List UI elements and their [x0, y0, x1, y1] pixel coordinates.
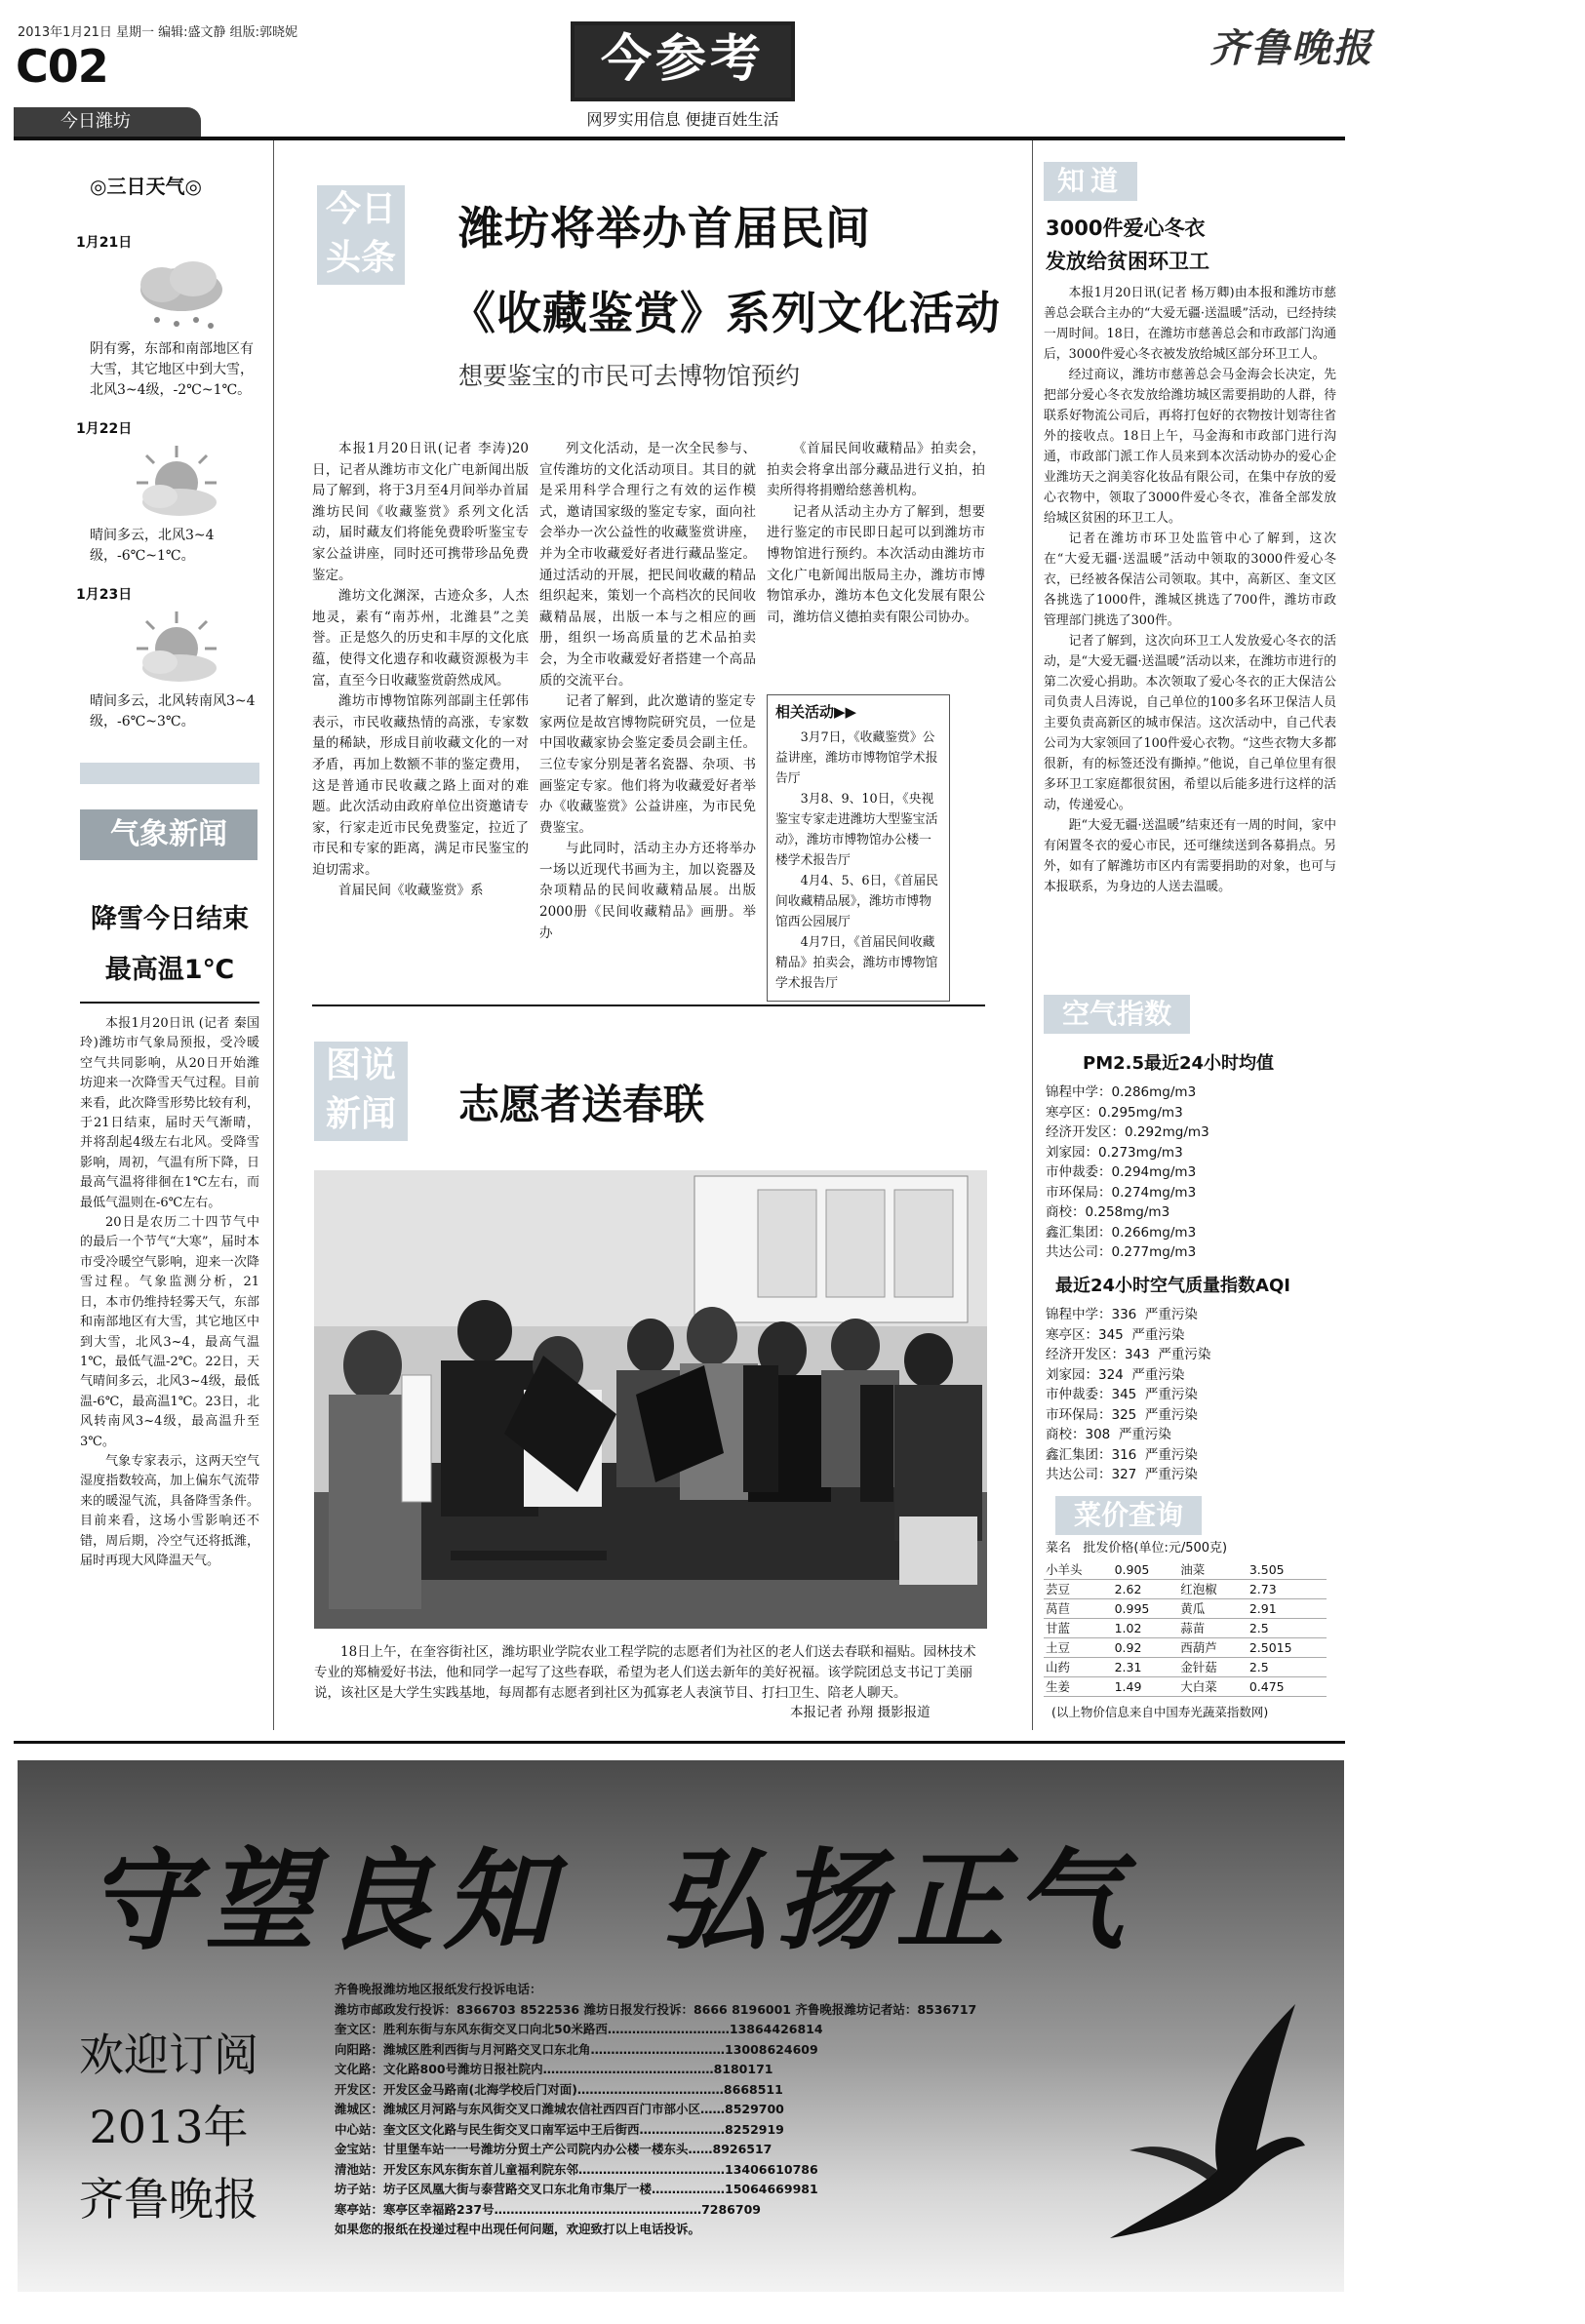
veg-cell: 2.5	[1248, 1658, 1327, 1677]
aqi-title: 最近24小时空气质量指数AQI	[1055, 1276, 1290, 1296]
page-number: C02	[16, 40, 108, 93]
lead-col-2	[539, 439, 756, 944]
weather-text: 阴有雾，东部和南部地区有大雪，其它地区中到大雪，北风3~4级，-2℃~1℃。	[90, 341, 254, 398]
zhidao-title-2: 发放给贫困环卫工	[1046, 250, 1209, 273]
veg-note: (以上物价信息来自中国寿光蔬菜指数网)	[1051, 1705, 1269, 1719]
lead-subtitle: 想要鉴宝的市民可去博物馆预约	[458, 362, 801, 390]
weather-day	[76, 584, 261, 732]
veg-cell: 红泡椒	[1178, 1580, 1248, 1599]
lead-title-2: 《收藏鉴赏》系列文化活动	[451, 287, 1001, 339]
zhidao-body	[1044, 283, 1336, 897]
pm-item: 刘家园：0.273mg/m3	[1046, 1144, 1183, 1161]
lead-tag	[317, 185, 405, 285]
lead-paragraph: 记者从活动主办方了解到，想要进行鉴定的市民即日起可以到潍坊市博物馆进行预约。本次活动由潍坊市文化广电新闻出版局主办，潍坊市博物馆承办，潍坊本色文化发展有限公司，潍坊信义德拍卖有限公司协办。	[767, 503, 985, 625]
weather-news-title-1: 降雪今日结束	[91, 904, 249, 934]
weather-date: 1月23日	[76, 587, 133, 603]
cloud-snow-icon	[123, 256, 230, 334]
ad-subscribe	[57, 2019, 281, 2235]
section-tab: 今日潍坊	[14, 107, 201, 137]
lead-paragraph: 《首届民间收藏精品》拍卖会，拍卖会将拿出部分藏品进行义拍，拍卖所得将捐赠给慈善机构。	[767, 441, 985, 499]
weather-text: 晴间多云，北风转南风3~4级，-6℃~3℃。	[90, 693, 256, 729]
veg-header: 菜名 批发价格(单位:元/500克)	[1046, 1541, 1228, 1556]
lead-paragraph: 首届民间《收藏鉴赏》系	[338, 883, 484, 899]
weather-text: 晴间多云，北风3~4级，-6℃~1℃。	[90, 528, 215, 564]
air-tag: 空气指数	[1044, 995, 1190, 1034]
right-col-divider	[1032, 140, 1033, 1730]
ad-info-line: 金宝站：甘里堡车站一一号潍坊分贸土产公司院内办公楼一楼东头……8926517	[335, 2142, 773, 2156]
veg-cell: 大白菜	[1178, 1677, 1248, 1697]
aqi-item: 商校：308 严重污染	[1046, 1427, 1171, 1442]
weather-heading: ◎三日天气◎	[90, 175, 202, 198]
lead-rule	[312, 1004, 985, 1006]
subscribe-line: 欢迎订阅	[79, 2029, 258, 2081]
weather-day	[76, 232, 261, 401]
ad-info-line: 坊子站：坊子区凤凰大街与泰营路交叉口东北角市集厅一楼………………15064669981	[335, 2182, 818, 2196]
pm-item: 商校：0.258mg/m3	[1046, 1204, 1170, 1220]
aqi-item: 市环保局：325 严重污染	[1046, 1406, 1198, 1423]
veg-cell: 生姜	[1044, 1677, 1113, 1697]
veg-cell: 山药	[1044, 1658, 1113, 1677]
aqi-list	[1046, 1305, 1338, 1485]
veg-cell: 2.31	[1113, 1658, 1179, 1677]
volunteer-photo	[314, 1170, 987, 1629]
paper-logo: 齐鲁晚报	[1209, 25, 1373, 71]
lead-paragraph: 与此同时，活动主办方还将举办一场以近现代书画为主，加以瓷器及杂项精品的民间收藏精品展。出版2000册《民间收藏精品》画册。举办	[539, 841, 756, 941]
eagle-icon	[1090, 1985, 1315, 2267]
veg-cell: 0.92	[1113, 1638, 1179, 1658]
veg-row	[1044, 1580, 1327, 1599]
ad-info-line: 寒亭站：寒亭区幸福路237号……………………………………………7286709	[335, 2201, 761, 2217]
lead-tag-text: 今日头条	[325, 189, 396, 278]
ad-info-line: 中心站：奎文区文化路与民生街交叉口南军运中王后街西…………………8252919	[335, 2121, 784, 2137]
zhidao-paragraph: 记者了解到，这次向环卫工人发放爱心冬衣的活动，是“大爱无疆·送温暖”活动以来，在潍坊市进行的第二次爱心捐助。本次领取了爱心冬衣的正大保洁公司负责人吕涛说，自己单位的100多名环卫保洁人员主要负责高新区的城市保洁。这次活动中，自己代表公司为大家领回了100件爱心衣物。“这些衣物大多都很新，有的标签还没有撕掉。”他说，自己单位里有很多环卫工家庭都很贫困，希望以后能多进行这样的活动，传递爱心。	[1044, 634, 1336, 812]
veg-cell: 甘蓝	[1044, 1619, 1113, 1638]
zhidao-tag: 知道	[1044, 162, 1137, 201]
veg-cell: 2.62	[1113, 1580, 1179, 1599]
veg-cell: 0.475	[1248, 1677, 1327, 1697]
veg-cell: 2.91	[1248, 1599, 1327, 1619]
weather-news-tag: 气象新闻	[80, 809, 258, 860]
ad-info	[335, 1980, 1173, 2240]
ad-info-line: 开发区：开发区金马路南(北海学校后门对面)………………………………8668511	[335, 2081, 783, 2097]
veg-row	[1044, 1638, 1327, 1658]
photo-news-tag	[314, 1042, 408, 1141]
pm-item: 市仲裁委：0.294mg/m3	[1046, 1164, 1197, 1180]
veg-cell: 蒜苗	[1178, 1619, 1248, 1638]
pm-item: 寒亭区：0.295mg/m3	[1046, 1104, 1183, 1121]
lead-paragraph: 潍坊文化渊深，古迹众多，人杰地灵，素有“南苏州，北潍县”之美誉。正是悠久的历史和丰厚的文化底蕴，使得文化遗存和收藏资源极为丰富，直至今日收藏鉴赏蔚然成风。	[312, 588, 529, 689]
subscribe-line: 2013年	[89, 2101, 249, 2153]
veg-cell: 0.905	[1113, 1560, 1179, 1580]
aqi-item: 经济开发区：343 严重污染	[1046, 1347, 1211, 1362]
veg-cell: 2.5	[1248, 1619, 1327, 1638]
veg-cell: 莴苣	[1044, 1599, 1113, 1619]
weather-news-title-2: 最高温1℃	[104, 955, 235, 985]
weather-day	[76, 418, 261, 567]
ad-info-line: 齐鲁晚报潍坊地区报纸发行投诉电话：	[335, 1982, 542, 1996]
photo-caption-text: 18日上午，在奎容街社区，潍坊职业学院农业工程学院的志愿者们为社区的老人们送去春联和福贴。园林技术专业的郑楠爱好书法，他和同学一起写了这些春联，希望为老人们送去新年的美好祝福。该学院团总支书记丁美丽说，该社区是大学生实践基地，每周都有志愿者到社区为孤寡老人表演节目、打扫卫生、陪老人聊天。	[314, 1644, 976, 1701]
veg-table	[1044, 1560, 1327, 1697]
related-item: 3月8、9、10日，《央视鉴宝专家走进潍坊大型鉴宝活动》，潍坊市博物馆办公楼一楼学术报告厅	[775, 792, 938, 868]
veg-row	[1044, 1658, 1327, 1677]
sun-cloud-icon	[123, 442, 230, 520]
veg-cell: 芸豆	[1044, 1580, 1113, 1599]
veg-cell: 黄瓜	[1178, 1599, 1248, 1619]
pm-title: PM2.5最近24小时均值	[1083, 1053, 1275, 1074]
ad-info-line: 清池站：开发区东风东街东首儿童福利院东邻………………………………13406610786	[335, 2161, 818, 2177]
lead-paragraph: 记者了解到，此次邀请的鉴定专家两位是故宫博物院研究员，一位是中国收藏家协会鉴定委员会副主任。三位专家分别是著名瓷器、杂项、书画鉴定专家。他们将为收藏爱好者举办《收藏鉴赏》公益讲座，为市民免费鉴宝。	[539, 693, 756, 836]
veg-cell: 金针菇	[1178, 1658, 1248, 1677]
veg-cell: 0.995	[1113, 1599, 1179, 1619]
aqi-item: 市仲裁委：345 严重污染	[1046, 1387, 1198, 1402]
ad-slogan: 守望良知 弘扬正气	[86, 1837, 1133, 1965]
photo-news-title: 志愿者送春联	[458, 1081, 705, 1128]
photo-news-tag-text: 图说新闻	[325, 1045, 396, 1134]
lead-title-1: 潍坊将举办首届民间	[458, 202, 871, 255]
lead-paragraph: 本报1月20日讯(记者 李涛)20日，记者从潍坊市文化广电新闻出版局了解到，将于3月至4月间举办首届潍坊民间《收藏鉴赏》系列文化活动，届时藏友们将能免费聆听鉴宝专家公益讲座，同时还可携带珍品免费鉴定。	[312, 441, 529, 583]
aqi-item: 共达公司：327 严重污染	[1046, 1467, 1198, 1482]
left-col-divider	[273, 140, 274, 1730]
date-line: 2013年1月21日 星期一 编辑:盛文静 组版:郭晓妮	[18, 25, 298, 40]
volunteer-photo-graphic	[314, 1170, 987, 1629]
ad-info-line: 潍坊市邮政发行投诉：8366703 8522536 潍坊日报发行投诉：8666 8196001 齐鲁晚报潍坊记者站：8536717	[335, 2001, 977, 2017]
veg-cell: 小羊头	[1044, 1560, 1113, 1580]
veg-cell: 2.5015	[1248, 1638, 1327, 1658]
lead-col-1	[312, 439, 529, 902]
ad-info-line: 如果您的报纸在投递过程中出现任何问题，欢迎致打以上电话投诉。	[335, 2222, 701, 2236]
aqi-item: 锦程中学：336 严重污染	[1046, 1307, 1198, 1322]
aqi-item: 鑫汇集团：316 严重污染	[1046, 1446, 1198, 1463]
veg-cell: 西葫芦	[1178, 1638, 1248, 1658]
sun-cloud-icon	[123, 608, 230, 686]
column-title: 今参考	[600, 29, 765, 89]
related-box-title: 相关活动▶▶	[775, 703, 857, 721]
ad-info-line: 潍城区：潍城区月河路与东风街交叉口潍城农信社西四百门市部小区……8529700	[335, 2102, 784, 2116]
page-bottom-rule	[14, 1741, 1345, 1744]
column-slogan: 网罗实用信息 便捷百姓生活	[586, 110, 779, 129]
veg-row	[1044, 1677, 1327, 1697]
veg-cell: 3.505	[1248, 1560, 1327, 1580]
veg-cell: 1.49	[1113, 1677, 1179, 1697]
veg-cell: 油菜	[1178, 1560, 1248, 1580]
pm-item: 锦程中学：0.286mg/m3	[1046, 1084, 1197, 1100]
veg-row	[1044, 1599, 1327, 1619]
lead-paragraph: 列文化活动，是一次全民参与、宣传潍坊的文化活动项目。其目的就是采用科学合理行之有效的运作模式，邀请国家级的鉴定专家，面向社会举办一次公益性的收藏鉴赏讲座，并为全市收藏爱好者进行藏品鉴定。通过活动的开展，把民间收藏的精品组织起来，策划一个高档次的民间收藏精品展，出版一本与之相应的画册，组织一场高质量的艺术品拍卖会，为全市收藏爱好者搭建一个高品质的交流平台。	[539, 441, 756, 689]
pm-item: 共达公司：0.277mg/m3	[1046, 1244, 1197, 1260]
weather-news-paragraph: 本报1月20日讯 (记者 秦国玲)潍坊市气象局预报，受冷暖空气共同影响，从20日开始潍坊迎来一次降雪天气过程。目前来看，此次降雪形势比较有利，于21日结束，届时天气渐晴，并将刮起4级左右北风。受降雪影响，周初，气温有所下降，日最高气温将徘徊在1℃左右，而最低气温则在-6℃左右。	[80, 1016, 259, 1210]
related-box-items	[775, 728, 941, 994]
weather-news-paragraph: 气象专家表示，这两天空气湿度指数较高，加上偏东气流带来的暖湿气流，具备降雪条件。目前来看，这场小雪影响还不错，周后期，冷空气还将抵潍，届时再现大风降温天气。	[80, 1453, 259, 1568]
weather-date: 1月21日	[76, 235, 133, 251]
zhidao-paragraph: 本报1月20日讯(记者 杨万卿)由本报和潍坊市慈善总会联合主办的“大爱无疆·送温暖”活动，已经持续一周时间。18日，在潍坊市慈善总会和市政部门沟通后，3000件爱心冬衣被发放给城区部分环卫工人。	[1044, 286, 1336, 362]
veg-cell: 2.73	[1248, 1580, 1327, 1599]
pm-item: 市环保局：0.274mg/m3	[1046, 1184, 1197, 1201]
subscription-ad	[18, 1760, 1344, 2292]
related-item: 4月7日，《首届民间收藏精品》拍卖会，潍坊市博物馆学术报告厅	[775, 935, 938, 991]
lead-col-3	[767, 439, 985, 628]
weather-news-body	[80, 1014, 259, 1571]
pm-list	[1046, 1083, 1338, 1263]
pm-item: 经济开发区：0.292mg/m3	[1046, 1124, 1209, 1140]
zhidao-paragraph: 记者在潍坊市环卫处监管中心了解到，这次在“大爱无疆·送温暖”活动中领取的3000件爱心冬衣，已经被各保洁公司领取。其中，高新区、奎文区各挑选了1000件，潍城区挑选了700件，潍坊市政管理部门挑选了300件。	[1044, 532, 1336, 628]
related-item: 4月4、5、6日，《首届民间收藏精品展》，潍坊市博物馆西公园展厅	[775, 874, 938, 929]
lead-paragraph: 潍坊市博物馆陈列部副主任郭伟表示，市民收藏热情的高涨，专家数量的稀缺，形成目前收藏文化的一对矛盾，再加上数额不菲的鉴定费用，这是普通市民收藏之路上面对的难题。此次活动由政府单位出资邀请专家，行家走近市民免费鉴定，拉近了市民和专家的距离，满足市民鉴宝的迫切需求。	[312, 693, 529, 878]
ad-info-line: 奎文区：胜利东街与东风东街交叉口向北50米路西…………………………13864426814	[335, 2022, 823, 2036]
header-rule	[14, 137, 1345, 140]
weather-date: 1月22日	[76, 421, 133, 437]
weather-list	[76, 232, 261, 750]
related-item: 3月7日，《收藏鉴赏》公益讲座，潍坊市博物馆学术报告厅	[775, 730, 938, 786]
veg-cell: 1.02	[1113, 1619, 1179, 1638]
photo-byline: 本报记者 孙翔 摄影报道	[790, 1705, 931, 1720]
zhidao-title-1: 3000件爱心冬衣	[1046, 217, 1206, 240]
weather-divider	[80, 763, 259, 784]
weather-news-paragraph: 20日是农历二十四节气中的最后一个节气“大寒”，届时本市受冷暖空气影响，迎来一次降雪过程。气象监测分析，21日，本市仍维持轻雾天气，东部和南部地区有大雪，其它地区中到大雪，北风3~4，最高气温1℃，最低气温-2℃。22日，天气晴间多云，北风3~4级，最低温-6℃，最高温1℃。23日，北风转南风3~4级，最高温升至3℃。	[80, 1215, 259, 1449]
aqi-item: 寒亭区：345 严重污染	[1046, 1326, 1185, 1343]
photo-caption	[314, 1642, 987, 1704]
related-box	[767, 694, 950, 1002]
veg-row	[1044, 1619, 1327, 1638]
veg-cell: 土豆	[1044, 1638, 1113, 1658]
subscribe-line: 齐鲁晚报	[79, 2173, 258, 2226]
weather-rule	[80, 1002, 259, 1004]
pm-item: 鑫汇集团：0.266mg/m3	[1046, 1224, 1197, 1241]
ad-info-line: 向阳路：潍城区胜利西街与月河路交叉口东北角……………………………13008624609	[335, 2041, 818, 2057]
zhidao-paragraph: 距“大爱无疆·送温暖”结束还有一周的时间，家中有闲置冬衣的爱心市民，还可继续送到各募捐点。另外，如有了解潍坊市区内有需要捐助的对象，也可与本报联系，为身边的人送去温暖。	[1044, 818, 1336, 894]
ad-info-line: 文化路：文化路800号潍坊日报社院内……………………………………8180171	[335, 2062, 773, 2076]
zhidao-paragraph: 经过商议，潍坊市慈善总会马金海会长决定，先把部分爱心冬衣发放给潍坊城区需要捐助的人群，待联系好物流公司后，再将打包好的衣物按计划寄往省外的接收点。18日上午，马金海和市政部门进行沟通，市政部门派工作人员来到本次活动协办的爱心企业潍坊天之润美容化妆品有限公司，在集中存放的爱心衣物中，领取了3000件爱心冬衣，准备全部发放给城区贫困的环卫工人。	[1044, 368, 1336, 526]
aqi-item: 刘家园：324 严重污染	[1046, 1366, 1185, 1383]
veg-tag: 菜价查询	[1055, 1496, 1202, 1535]
veg-row	[1044, 1560, 1327, 1580]
